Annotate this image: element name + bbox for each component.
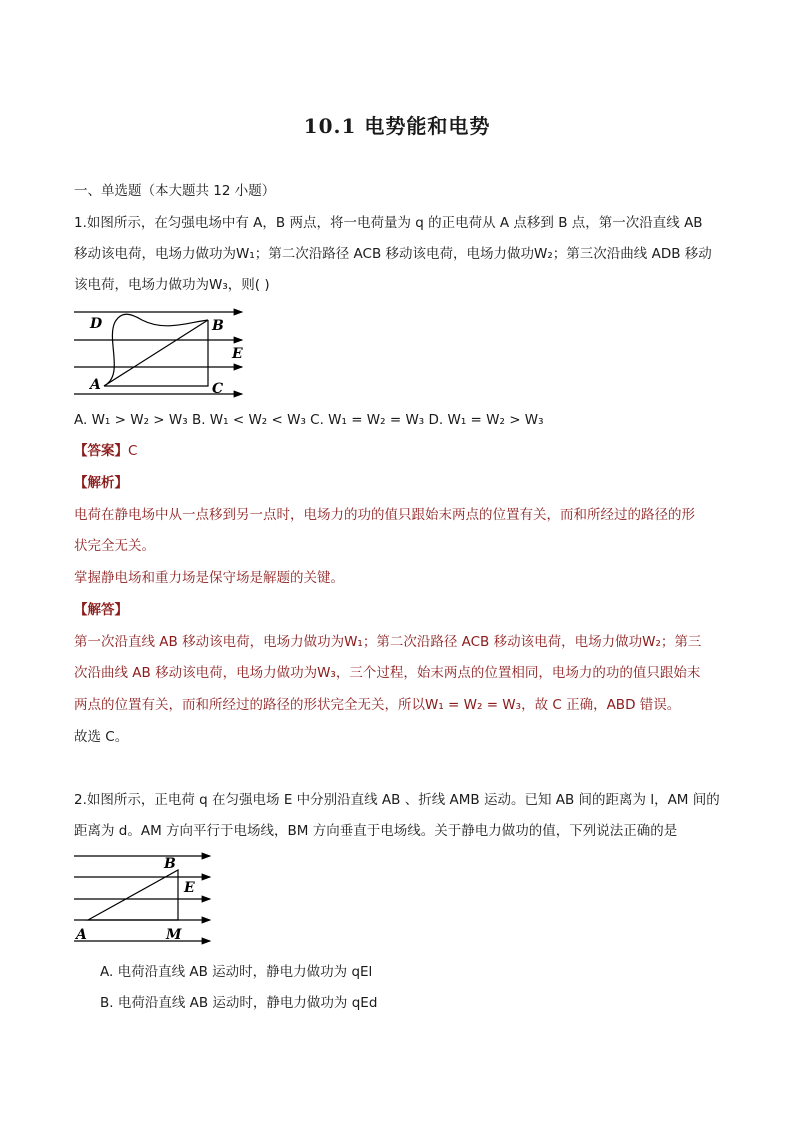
solution-line-1: 第一次沿直线 AB 移动该电荷，电场力做功为W₁；第二次沿路径 ACB 移动该电荷，电场力做功W₂；第三 bbox=[74, 634, 702, 650]
solution-conclusion: 故选 C。 bbox=[74, 729, 129, 745]
page-title: 10.1 电势能和电势 bbox=[303, 114, 491, 138]
solution-line-3: 两点的位置有关，而和所经过的路径的形状完全无关，所以W₁ = W₂ = W₃，故 C 正确，ABD 错误。 bbox=[74, 697, 681, 713]
q1-label-a: A bbox=[90, 377, 101, 393]
q2-label-e: E bbox=[184, 880, 195, 896]
section-heading: 一、单选题（本大题共 12 小题） bbox=[74, 183, 276, 199]
q1-answer-row bbox=[74, 441, 137, 461]
q1-segment-ab bbox=[104, 320, 208, 386]
solution-tag: 【解答】 bbox=[74, 602, 128, 618]
q2-label-b: B bbox=[164, 856, 176, 872]
q2-stem-line-1: 2.如图所示，正电荷 q 在匀强电场 E 中分别沿直线 AB 、折线 AMB 运动。已知 AB 间的距离为 l，AM 间的 bbox=[74, 792, 720, 808]
q2-field-lines bbox=[74, 856, 210, 941]
analysis-tag: 【解析】 bbox=[74, 475, 128, 491]
solution-line-2: 次沿曲线 AB 移动该电荷，电场力做功为W₃，三个过程，始末两点的位置相同，电场力的功的值只跟始末 bbox=[74, 665, 701, 681]
q1-label-e: E bbox=[232, 346, 243, 362]
q2-option-b: B. 电荷沿直线 AB 运动时，静电力做功为 qEd bbox=[100, 995, 378, 1011]
analysis-line-2: 状完全无关。 bbox=[74, 538, 155, 554]
q2-label-a: A bbox=[76, 927, 87, 943]
q1-stem-line-3: 该电荷，电场力做功为W₃，则( ) bbox=[74, 277, 270, 293]
q1-label-d: D bbox=[90, 316, 103, 332]
q1-label-b: B bbox=[212, 318, 224, 334]
analysis-line-1: 电荷在静电场中从一点移到另一点时，电场力的功的值只跟始末两点的位置有关，而和所经过的路径的形 bbox=[74, 507, 695, 523]
q2-figure bbox=[70, 848, 220, 948]
q1-options: A. W₁ > W₂ > W₃ B. W₁ < W₂ < W₃ C. W₁ = W₂ = W₃ D. W₁ = W₂ > W₃ bbox=[74, 412, 544, 428]
q1-figure bbox=[70, 300, 260, 400]
analysis-line-3: 掌握静电场和重力场是保守场是解题的关键。 bbox=[74, 570, 344, 586]
q1-curve-adb bbox=[104, 314, 208, 386]
q2-stem-line-2: 距离为 d。AM 方向平行于电场线，BM 方向垂直于电场线。关于静电力做功的值，下列说法正确的是 bbox=[74, 823, 678, 839]
q2-option-a: A. 电荷沿直线 AB 运动时，静电力做功为 qEl bbox=[100, 964, 373, 980]
answer-value: C bbox=[128, 443, 138, 459]
q1-stem-line-1: 1.如图所示，在匀强电场中有 A，B 两点，将一电荷量为 q 的正电荷从 A 点移到 B 点，第一次沿直线 AB bbox=[74, 215, 703, 231]
q2-label-m: M bbox=[166, 927, 182, 943]
q1-label-c: C bbox=[212, 381, 224, 397]
answer-tag: 【答案】 bbox=[74, 443, 128, 459]
q1-stem-line-2: 移动该电荷，电场力做功为W₁；第二次沿路径 ACB 移动该电荷，电场力做功W₂；第三次沿曲线 ADB 移动 bbox=[74, 246, 712, 262]
